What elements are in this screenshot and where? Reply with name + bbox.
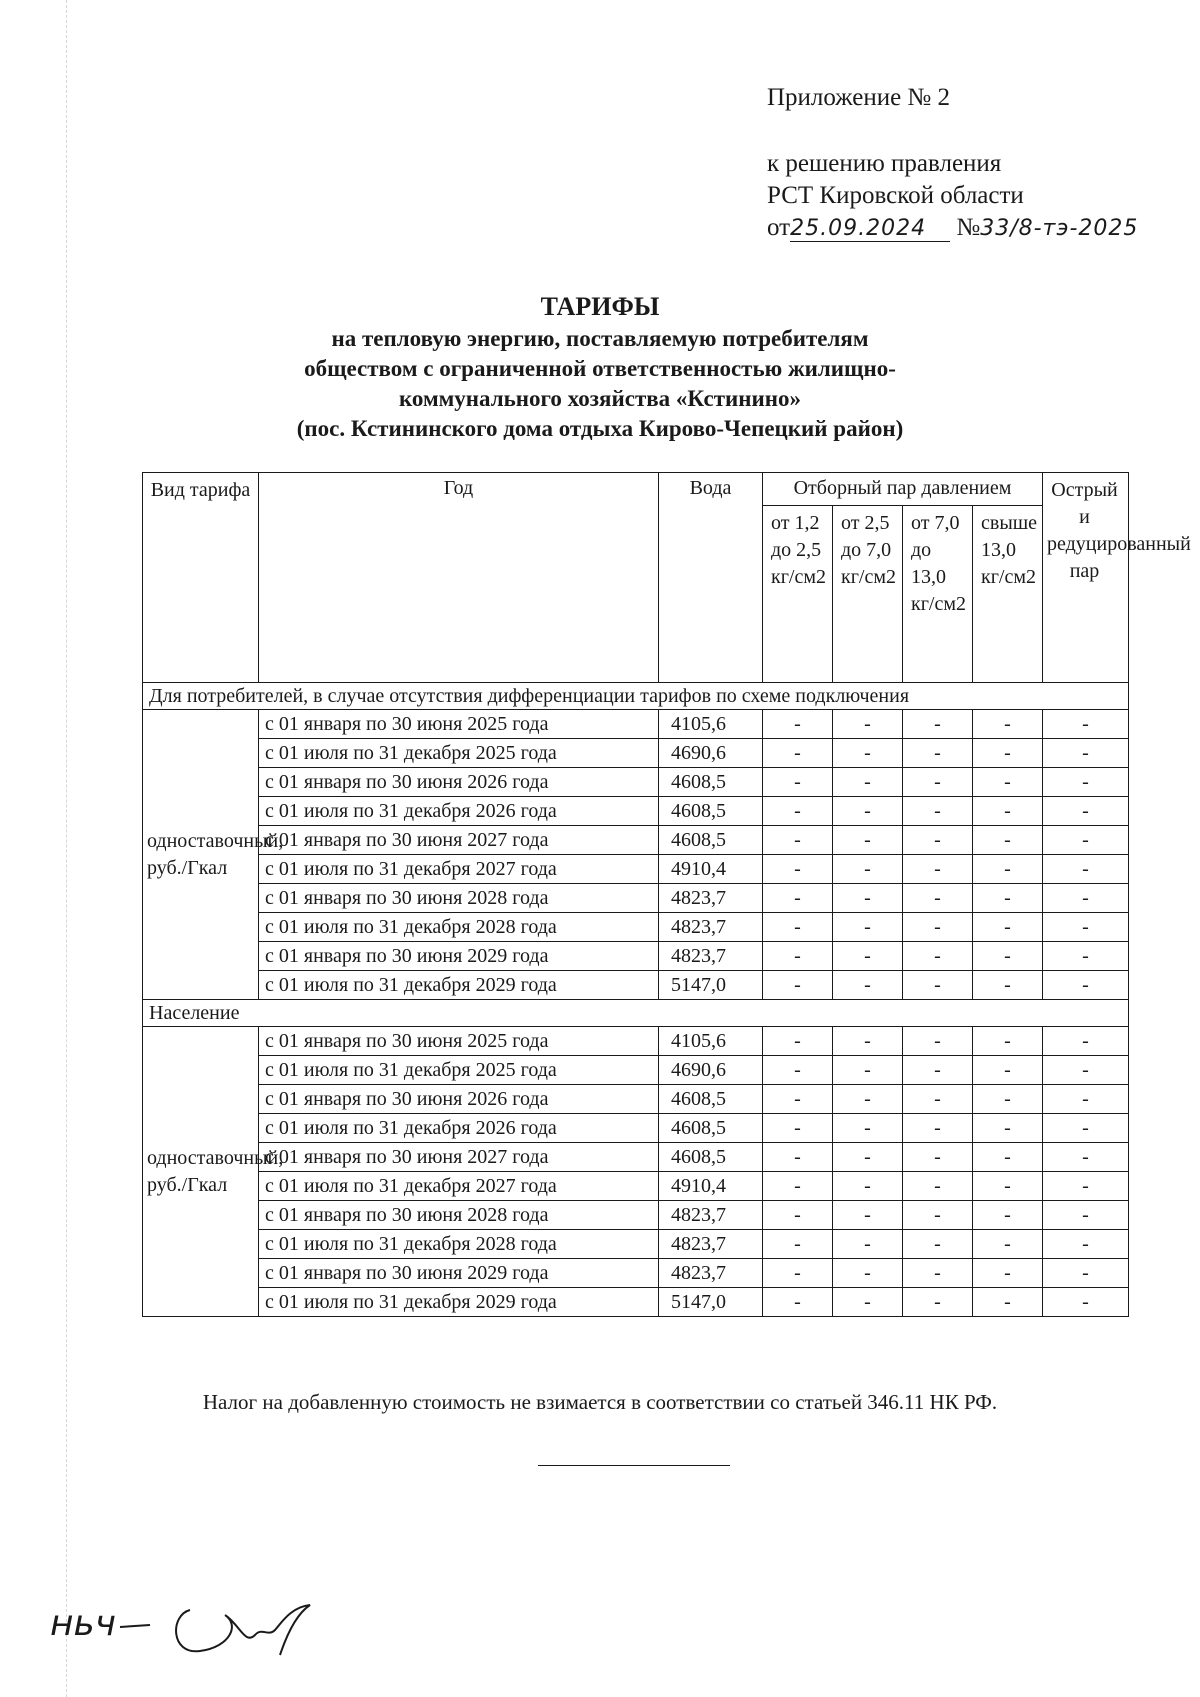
- steam-tariff-cell: -: [763, 1288, 833, 1317]
- steam-tariff-cell: -: [763, 1027, 833, 1056]
- period-cell: с 01 января по 30 июня 2027 года: [259, 826, 659, 855]
- table-header: [143, 473, 1191, 683]
- period-cell: с 01 января по 30 июня 2029 года: [259, 1259, 659, 1288]
- header-steam-2: от 2,5 до 7,0 кг/см2: [833, 506, 903, 683]
- steam-tariff-cell: -: [903, 913, 973, 942]
- steam-tariff-cell: -: [763, 1201, 833, 1230]
- water-tariff-cell: 4608,5: [659, 1085, 763, 1114]
- document-subtitle-2: обществом с ограниченной ответственностью жилищно-: [304, 356, 896, 381]
- table-row: [143, 855, 1129, 884]
- steam-tariff-cell: -: [1043, 971, 1129, 1000]
- table-row: [143, 1172, 1129, 1201]
- tariff-type-cell: одноставочный, руб./Гкал: [143, 1027, 259, 1317]
- water-tariff-cell: 4910,4: [659, 1172, 763, 1201]
- steam-tariff-cell: -: [833, 884, 903, 913]
- steam-tariff-cell: -: [763, 1230, 833, 1259]
- steam-tariff-cell: -: [833, 855, 903, 884]
- period-cell: с 01 июля по 31 декабря 2029 года: [259, 1288, 659, 1317]
- handwritten-date: 25.09.2024: [790, 217, 950, 242]
- period-cell: с 01 июля по 31 декабря 2027 года: [259, 1172, 659, 1201]
- table-row: [143, 1259, 1129, 1288]
- steam-tariff-cell: -: [763, 797, 833, 826]
- footer-rule: [538, 1465, 730, 1466]
- steam-tariff-cell: -: [903, 1288, 973, 1317]
- steam-tariff-cell: -: [1043, 884, 1129, 913]
- steam-tariff-cell: -: [903, 971, 973, 1000]
- water-tariff-cell: 4823,7: [659, 913, 763, 942]
- steam-tariff-cell: -: [903, 797, 973, 826]
- steam-tariff-cell: -: [763, 1143, 833, 1172]
- steam-tariff-cell: -: [1043, 1027, 1129, 1056]
- steam-tariff-cell: -: [1043, 1085, 1129, 1114]
- period-cell: с 01 июля по 31 декабря 2026 года: [259, 1114, 659, 1143]
- steam-tariff-cell: -: [973, 797, 1043, 826]
- period-cell: с 01 июля по 31 декабря 2028 года: [259, 913, 659, 942]
- steam-tariff-cell: -: [1043, 1172, 1129, 1201]
- steam-tariff-cell: -: [833, 710, 903, 739]
- water-tariff-cell: 4105,6: [659, 710, 763, 739]
- steam-tariff-cell: -: [973, 1114, 1043, 1143]
- table-row: [143, 826, 1129, 855]
- steam-tariff-cell: -: [763, 739, 833, 768]
- steam-tariff-cell: -: [1043, 1114, 1129, 1143]
- steam-tariff-cell: -: [903, 768, 973, 797]
- document-title: ТАРИФЫ: [540, 292, 660, 321]
- period-cell: с 01 января по 30 июня 2027 года: [259, 1143, 659, 1172]
- steam-tariff-cell: -: [1043, 768, 1129, 797]
- steam-tariff-cell: -: [1043, 1143, 1129, 1172]
- steam-tariff-cell: -: [833, 739, 903, 768]
- steam-tariff-cell: -: [973, 710, 1043, 739]
- steam-tariff-cell: -: [763, 1085, 833, 1114]
- steam-tariff-cell: -: [973, 1027, 1043, 1056]
- steam-tariff-cell: -: [903, 1056, 973, 1085]
- water-tariff-cell: 5147,0: [659, 971, 763, 1000]
- water-tariff-cell: 4608,5: [659, 1114, 763, 1143]
- steam-tariff-cell: -: [973, 768, 1043, 797]
- steam-tariff-cell: -: [763, 971, 833, 1000]
- steam-tariff-cell: -: [903, 942, 973, 971]
- handwritten-signature: [40, 1585, 360, 1670]
- steam-tariff-cell: -: [973, 739, 1043, 768]
- header-year: Год: [259, 473, 659, 683]
- page-edge-mark: [66, 0, 67, 1697]
- period-cell: с 01 января по 30 июня 2028 года: [259, 884, 659, 913]
- period-cell: с 01 января по 30 июня 2029 года: [259, 942, 659, 971]
- steam-tariff-cell: -: [833, 1056, 903, 1085]
- steam-tariff-cell: -: [833, 913, 903, 942]
- steam-tariff-cell: -: [903, 855, 973, 884]
- table-row: [143, 710, 1129, 739]
- steam-tariff-cell: -: [903, 1085, 973, 1114]
- signature-initials: ньч: [50, 1603, 117, 1644]
- steam-tariff-cell: -: [973, 884, 1043, 913]
- water-tariff-cell: 4690,6: [659, 739, 763, 768]
- header-steam-4: свыше 13,0 кг/см2: [973, 506, 1043, 683]
- section-label: Население: [143, 1000, 1129, 1027]
- water-tariff-cell: 4823,7: [659, 1259, 763, 1288]
- steam-tariff-cell: -: [1043, 1259, 1129, 1288]
- water-tariff-cell: 4823,7: [659, 942, 763, 971]
- table-row: [143, 1201, 1129, 1230]
- table-row: [143, 1230, 1129, 1259]
- steam-tariff-cell: -: [763, 942, 833, 971]
- steam-tariff-cell: -: [973, 1288, 1043, 1317]
- steam-tariff-cell: -: [763, 1114, 833, 1143]
- water-tariff-cell: 4105,6: [659, 1027, 763, 1056]
- period-cell: с 01 января по 30 июня 2026 года: [259, 1085, 659, 1114]
- table-row: [143, 913, 1129, 942]
- steam-tariff-cell: -: [1043, 855, 1129, 884]
- steam-tariff-cell: -: [903, 1027, 973, 1056]
- period-cell: с 01 июля по 31 декабря 2025 года: [259, 739, 659, 768]
- steam-tariff-cell: -: [833, 826, 903, 855]
- document-subtitle-1: на тепловую энергию, поставляемую потребителям: [331, 326, 869, 351]
- steam-tariff-cell: -: [903, 1201, 973, 1230]
- water-tariff-cell: 4823,7: [659, 884, 763, 913]
- steam-tariff-cell: -: [973, 913, 1043, 942]
- steam-tariff-cell: -: [763, 768, 833, 797]
- section-label: Для потребителей, в случае отсутствия дифференциации тарифов по схеме подключения: [143, 683, 1129, 710]
- appendix-title: Приложение № 2: [767, 84, 951, 111]
- period-cell: с 01 января по 30 июня 2025 года: [259, 1027, 659, 1056]
- period-cell: с 01 июля по 31 декабря 2029 года: [259, 971, 659, 1000]
- table-row: [143, 884, 1129, 913]
- steam-tariff-cell: -: [973, 1259, 1043, 1288]
- steam-tariff-cell: -: [763, 855, 833, 884]
- table-row: [143, 1143, 1129, 1172]
- water-tariff-cell: 4608,5: [659, 1143, 763, 1172]
- table-body: [143, 683, 1129, 1317]
- steam-tariff-cell: -: [763, 884, 833, 913]
- steam-tariff-cell: -: [903, 739, 973, 768]
- vat-note: Налог на добавленную стоимость не взимается в соответствии со статьей 346.11 НК РФ.: [202, 1390, 998, 1414]
- water-tariff-cell: 4608,5: [659, 797, 763, 826]
- period-cell: с 01 января по 30 июня 2025 года: [259, 710, 659, 739]
- steam-tariff-cell: -: [973, 1172, 1043, 1201]
- number-prefix: №: [956, 214, 981, 241]
- steam-tariff-cell: -: [1043, 1056, 1129, 1085]
- steam-tariff-cell: -: [833, 1288, 903, 1317]
- steam-tariff-cell: -: [973, 1230, 1043, 1259]
- steam-tariff-cell: -: [903, 1114, 973, 1143]
- steam-tariff-cell: -: [1043, 1288, 1129, 1317]
- steam-tariff-cell: -: [903, 1259, 973, 1288]
- steam-tariff-cell: -: [763, 913, 833, 942]
- header-water: Вода: [659, 473, 763, 683]
- water-tariff-cell: 4823,7: [659, 1230, 763, 1259]
- appendix-decision-line: к решению правления: [767, 150, 1002, 177]
- period-cell: с 01 июля по 31 декабря 2028 года: [259, 1230, 659, 1259]
- steam-tariff-cell: -: [833, 1259, 903, 1288]
- steam-tariff-cell: -: [833, 1143, 903, 1172]
- steam-tariff-cell: -: [1043, 913, 1129, 942]
- water-tariff-cell: 4823,7: [659, 1201, 763, 1230]
- steam-tariff-cell: -: [833, 942, 903, 971]
- steam-tariff-cell: -: [833, 797, 903, 826]
- period-cell: с 01 января по 30 июня 2028 года: [259, 1201, 659, 1230]
- steam-tariff-cell: -: [973, 1085, 1043, 1114]
- period-cell: с 01 июля по 31 декабря 2027 года: [259, 855, 659, 884]
- steam-tariff-cell: -: [833, 1201, 903, 1230]
- steam-tariff-cell: -: [903, 1230, 973, 1259]
- table-row: [143, 971, 1129, 1000]
- table-row: [143, 1288, 1129, 1317]
- steam-tariff-cell: -: [763, 710, 833, 739]
- table-row: [143, 1085, 1129, 1114]
- header-acute-steam: Острый и редуцированный пар: [1043, 473, 1129, 683]
- steam-tariff-cell: -: [1043, 942, 1129, 971]
- table-row: [143, 942, 1129, 971]
- steam-tariff-cell: -: [973, 942, 1043, 971]
- signature-graphic: [40, 1585, 360, 1665]
- steam-tariff-cell: -: [973, 971, 1043, 1000]
- steam-tariff-cell: -: [1043, 739, 1129, 768]
- appendix-block: [767, 82, 1138, 245]
- table-row: [143, 1114, 1129, 1143]
- table-row: [143, 739, 1129, 768]
- steam-tariff-cell: -: [763, 1259, 833, 1288]
- steam-tariff-cell: -: [973, 1143, 1043, 1172]
- period-cell: с 01 июля по 31 декабря 2026 года: [259, 797, 659, 826]
- steam-tariff-cell: -: [973, 1056, 1043, 1085]
- steam-tariff-cell: -: [1043, 797, 1129, 826]
- steam-tariff-cell: -: [1043, 1201, 1129, 1230]
- steam-tariff-cell: -: [763, 1172, 833, 1201]
- steam-tariff-cell: -: [833, 971, 903, 1000]
- appendix-authority-line: РСТ Кировской области: [767, 182, 1024, 209]
- document-subtitle-3: коммунального хозяйства «Кстинино»: [398, 386, 802, 411]
- handwritten-number: 33/8-тэ-2025: [980, 216, 1139, 241]
- table-row: [143, 797, 1129, 826]
- table-row: [143, 1027, 1129, 1056]
- table-row: [143, 768, 1129, 797]
- steam-tariff-cell: -: [763, 1056, 833, 1085]
- date-prefix: от: [767, 214, 791, 241]
- steam-tariff-cell: -: [903, 826, 973, 855]
- steam-tariff-cell: -: [903, 1172, 973, 1201]
- steam-tariff-cell: -: [833, 1172, 903, 1201]
- steam-tariff-cell: -: [763, 826, 833, 855]
- header-steam-group: Отборный пар давлением: [763, 473, 1043, 506]
- period-cell: с 01 января по 30 июня 2026 года: [259, 768, 659, 797]
- header-steam-3: от 7,0 до 13,0 кг/см2: [903, 506, 973, 683]
- water-tariff-cell: 5147,0: [659, 1288, 763, 1317]
- steam-tariff-cell: -: [833, 1230, 903, 1259]
- document-subtitle-4: (пос. Кстининского дома отдыха Кирово-Чепецкий район): [296, 416, 904, 441]
- steam-tariff-cell: -: [903, 884, 973, 913]
- section-row: [143, 1000, 1129, 1027]
- tariff-table: [142, 472, 1191, 1317]
- header-tariff-type: Вид тарифа: [143, 473, 259, 683]
- period-cell: с 01 июля по 31 декабря 2025 года: [259, 1056, 659, 1085]
- document-title-block: [0, 290, 1200, 444]
- section-row: [143, 683, 1129, 710]
- steam-tariff-cell: -: [903, 1143, 973, 1172]
- water-tariff-cell: 4910,4: [659, 855, 763, 884]
- header-steam-1: от 1,2 до 2,5 кг/см2: [763, 506, 833, 683]
- steam-tariff-cell: -: [1043, 710, 1129, 739]
- appendix-date-line: [767, 212, 1138, 245]
- steam-tariff-cell: -: [973, 1201, 1043, 1230]
- steam-tariff-cell: -: [833, 1085, 903, 1114]
- tariff-type-cell: одноставочный, руб./Гкал: [143, 710, 259, 1000]
- steam-tariff-cell: -: [1043, 1230, 1129, 1259]
- water-tariff-cell: 4608,5: [659, 768, 763, 797]
- steam-tariff-cell: -: [833, 1027, 903, 1056]
- water-tariff-cell: 4690,6: [659, 1056, 763, 1085]
- steam-tariff-cell: -: [903, 710, 973, 739]
- steam-tariff-cell: -: [833, 1114, 903, 1143]
- steam-tariff-cell: -: [833, 768, 903, 797]
- water-tariff-cell: 4608,5: [659, 826, 763, 855]
- steam-tariff-cell: -: [973, 855, 1043, 884]
- steam-tariff-cell: -: [1043, 826, 1129, 855]
- steam-tariff-cell: -: [973, 826, 1043, 855]
- table-row: [143, 1056, 1129, 1085]
